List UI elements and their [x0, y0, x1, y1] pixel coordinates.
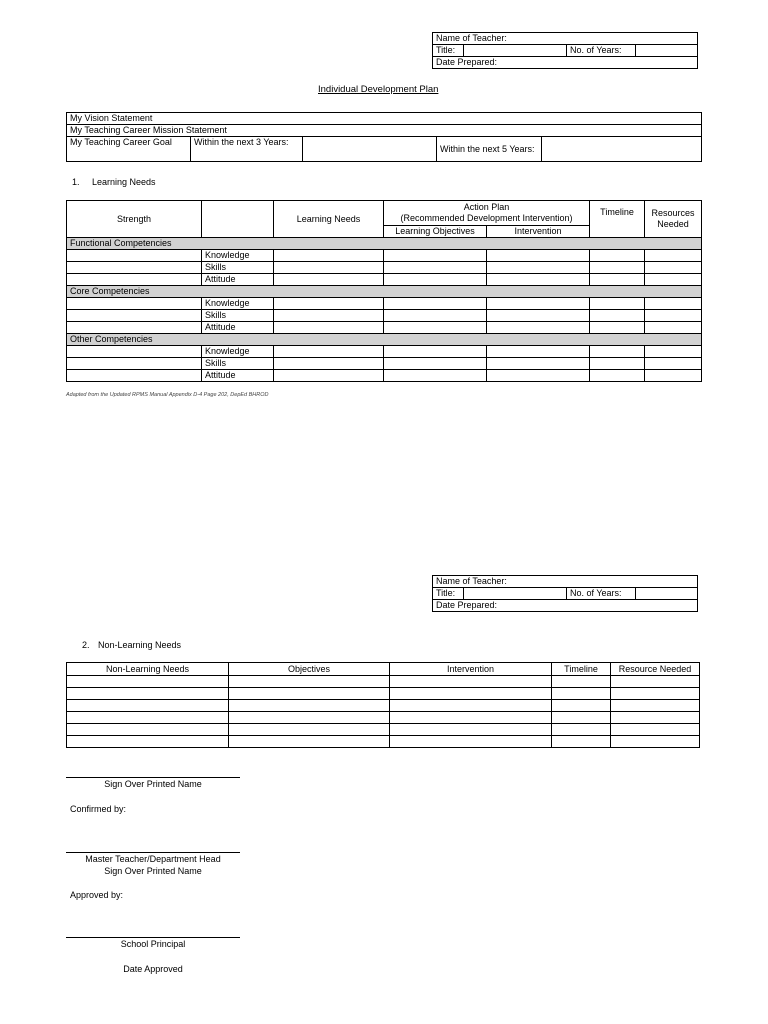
- intervention-header: Intervention: [487, 226, 590, 238]
- row-label: Skills: [202, 262, 274, 274]
- objectives-header: Objectives: [229, 663, 390, 676]
- table-cell[interactable]: [67, 346, 202, 358]
- date-approved-label: Date Approved: [123, 964, 183, 974]
- table-row: [67, 712, 700, 724]
- non-learning-needs-table: [66, 662, 700, 748]
- section-2-number: 2.: [82, 640, 90, 650]
- row-label: Knowledge: [202, 346, 274, 358]
- date-prepared-field[interactable]: Date Prepared:: [433, 600, 698, 612]
- learning-needs-table: [66, 200, 702, 382]
- within-3-years-label: Within the next 3 Years:: [191, 137, 303, 162]
- school-principal-label: School Principal: [120, 939, 186, 949]
- action-plan-header: [384, 201, 590, 226]
- title-field[interactable]: [464, 588, 567, 600]
- table-row: [67, 724, 700, 736]
- row-label: Attitude: [202, 274, 274, 286]
- table-cell[interactable]: [67, 358, 202, 370]
- title-label: Title:: [433, 45, 464, 57]
- source-note: Adapted from the Updated RPMS Manual Appendix D-4 Page 202, DepEd BHROD: [66, 392, 269, 398]
- table-cell[interactable]: [67, 370, 202, 382]
- teacher-info-box-top: [432, 32, 698, 69]
- intervention-header: Intervention: [390, 663, 552, 676]
- timeline-header: Timeline: [590, 201, 645, 238]
- signature-line-teacher[interactable]: [66, 777, 240, 778]
- date-prepared-field[interactable]: Date Prepared:: [433, 57, 698, 69]
- table-cell[interactable]: [67, 250, 202, 262]
- career-goal-label: My Teaching Career Goal: [67, 137, 191, 162]
- learning-needs-header: Learning Needs: [274, 201, 384, 238]
- table-row: [67, 676, 700, 688]
- years-field[interactable]: [636, 588, 698, 599]
- table-cell[interactable]: [67, 298, 202, 310]
- resource-needed-header: Resource Needed: [611, 663, 700, 676]
- section-1-heading: Learning Needs: [92, 177, 156, 187]
- mission-statement-field[interactable]: My Teaching Career Mission Statement: [67, 125, 702, 137]
- document-title: Individual Development Plan: [318, 84, 439, 95]
- table-cell[interactable]: [67, 262, 202, 274]
- sign-over-printed-name-label: Sign Over Printed Name: [104, 779, 202, 789]
- vision-statement-field[interactable]: My Vision Statement: [67, 113, 702, 125]
- row-label: Attitude: [202, 370, 274, 382]
- group-header-functional: Functional Competencies: [67, 238, 702, 250]
- vision-table: [66, 112, 702, 162]
- table-row: [67, 700, 700, 712]
- row-label: Knowledge: [202, 298, 274, 310]
- sign-over-printed-name-label-2: Sign Over Printed Name: [104, 866, 202, 876]
- section-1-number: 1.: [72, 177, 80, 187]
- action-plan-title: Action Plan: [463, 202, 510, 212]
- row-label: Skills: [202, 310, 274, 322]
- within-5-years-field[interactable]: [542, 137, 702, 162]
- signature-line-master-teacher[interactable]: [66, 852, 240, 853]
- within-3-years-field[interactable]: [303, 137, 437, 162]
- table-row: [67, 688, 700, 700]
- blank-header: [202, 201, 274, 238]
- timeline-header: Timeline: [552, 663, 611, 676]
- signature-line-principal[interactable]: [66, 937, 240, 938]
- row-label: Skills: [202, 358, 274, 370]
- teacher-name-field[interactable]: Name of Teacher:: [433, 33, 698, 45]
- section-2-heading: Non-Learning Needs: [98, 640, 182, 650]
- row-label: Attitude: [202, 322, 274, 334]
- non-learning-needs-header: Non-Learning Needs: [67, 663, 229, 676]
- strength-header: Strength: [67, 201, 202, 238]
- years-label: No. of Years:: [567, 45, 636, 56]
- group-header-core: Core Competencies: [67, 286, 702, 298]
- table-row: [67, 736, 700, 748]
- learning-objectives-header: Learning Objectives: [384, 226, 487, 238]
- approved-by-label: Approved by:: [70, 890, 124, 900]
- resources-header: Resources Needed: [645, 201, 702, 238]
- group-header-other: Other Competencies: [67, 334, 702, 346]
- title-field[interactable]: [464, 45, 567, 57]
- confirmed-by-label: Confirmed by:: [70, 804, 127, 814]
- title-label: Title:: [433, 588, 464, 600]
- table-cell[interactable]: [67, 322, 202, 334]
- teacher-info-box-bottom: [432, 575, 698, 612]
- row-label: Knowledge: [202, 250, 274, 262]
- teacher-name-field[interactable]: Name of Teacher:: [433, 576, 698, 588]
- years-label: No. of Years:: [567, 588, 636, 599]
- action-plan-subtitle: (Recommended Development Intervention): [400, 213, 573, 223]
- within-5-years-label: Within the next 5 Years:: [437, 137, 542, 162]
- table-cell[interactable]: [67, 310, 202, 322]
- years-field[interactable]: [636, 45, 698, 56]
- table-cell[interactable]: [67, 274, 202, 286]
- master-teacher-label: Master Teacher/Department Head: [85, 854, 221, 864]
